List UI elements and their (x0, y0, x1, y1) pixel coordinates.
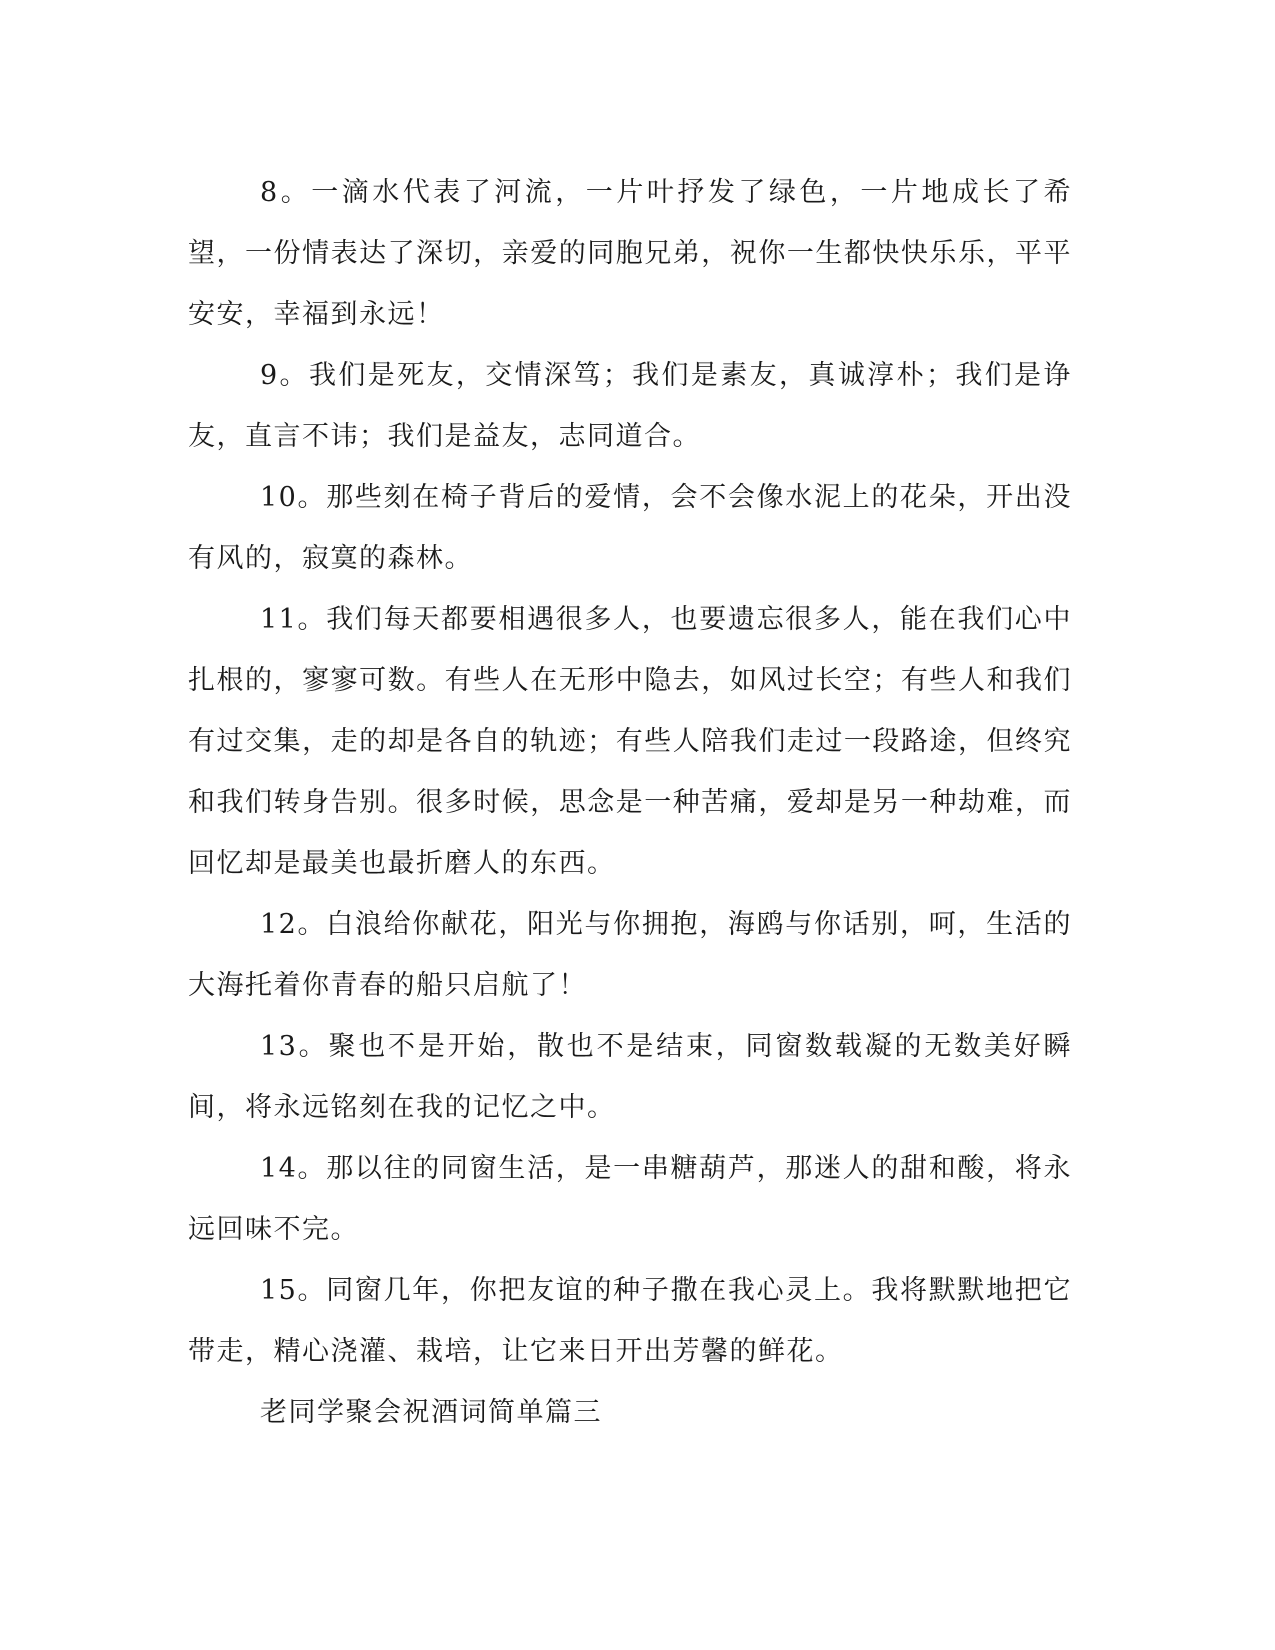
paragraph-item-8: 8。一滴水代表了河流，一片叶抒发了绿色，一片地成长了希望，一份情表达了深切，亲爱的同胞兄弟，祝你一生都快快乐乐，平平安安，幸福到永远！ (188, 177, 1072, 330)
paragraph-item-10: 10。那些刻在椅子背后的爱情，会不会像水泥上的花朵，开出没有风的，寂寞的森林。 (188, 482, 1072, 574)
paragraph-item-12: 12。白浪给你献花，阳光与你拥抱，海鸥与你话别，呵，生活的大海托着你青春的船只启航了！ (188, 909, 1072, 1001)
section-heading: 老同学聚会祝酒词简单篇三 (260, 1397, 602, 1428)
paragraph-item-14: 14。那以往的同窗生活，是一串糖葫芦，那迷人的甜和酸，将永远回味不完。 (188, 1153, 1072, 1245)
document-body (188, 162, 1072, 1443)
paragraph-item-13: 13。聚也不是开始，散也不是结束，同窗数载凝的无数美好瞬间，将永远铭刻在我的记忆之中。 (188, 1031, 1072, 1123)
paragraph-item-9: 9。我们是死友，交情深笃；我们是素友，真诚淳朴；我们是诤友，直言不讳；我们是益友，志同道合。 (188, 360, 1072, 452)
paragraph-item-15: 15。同窗几年，你把友谊的种子撒在我心灵上。我将默默地把它带走，精心浇灌、栽培，让它来日开出芳馨的鲜花。 (188, 1275, 1072, 1367)
paragraph-item-11: 11。我们每天都要相遇很多人，也要遗忘很多人，能在我们心中扎根的，寥寥可数。有些人在无形中隐去，如风过长空；有些人和我们有过交集，走的却是各自的轨迹；有些人陪我们走过一段路途，但终究和我们转身告别。很多时候，思念是一种苦痛，爱却是另一种劫难，而回忆却是最美也最折磨人的东西。 (188, 604, 1072, 879)
